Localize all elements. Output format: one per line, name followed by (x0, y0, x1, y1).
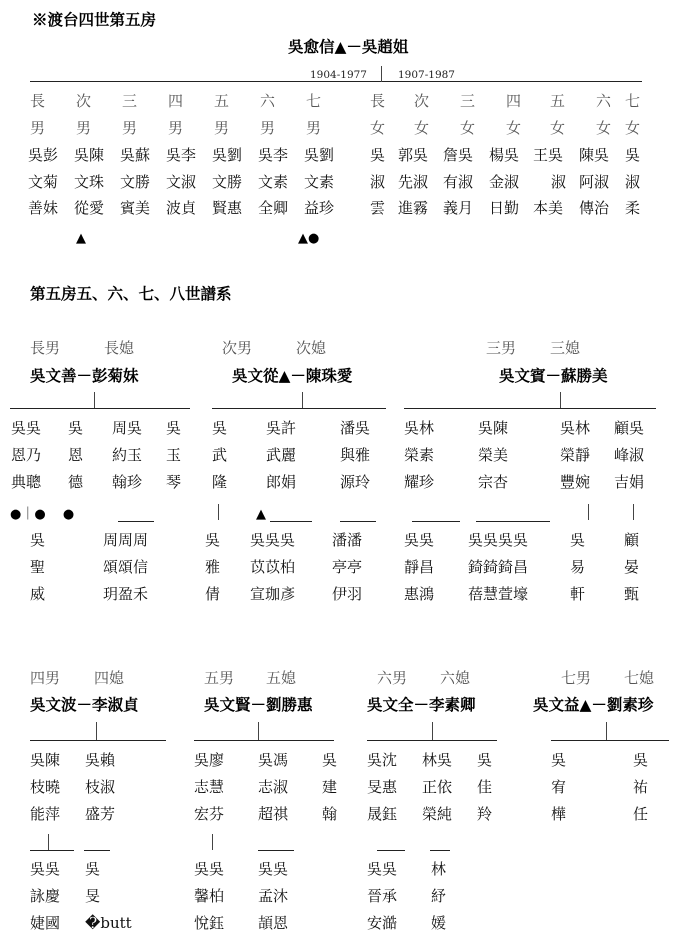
grandchild-given2: 倩 (205, 585, 221, 603)
grandchildren-rule (476, 521, 550, 522)
child-given1: 恩 (68, 446, 84, 464)
son-surnames: 吳蘇 (120, 146, 151, 164)
grandchild-given1: 晉承 (367, 887, 398, 905)
children-rule (212, 408, 386, 409)
daughter-rank: 次 (414, 92, 430, 110)
descent-line (218, 504, 219, 520)
grandchild-given1: 頌頌信 (103, 558, 149, 576)
descent-line (94, 392, 95, 408)
wife-label: 長媳 (104, 339, 135, 357)
child-surnames: 吳沈 (367, 751, 398, 769)
daughter-rank: 三 (460, 92, 476, 110)
child-given2: 豐婉 (560, 473, 591, 491)
grandchild-given1: 詠慶 (30, 887, 61, 905)
child-given2: 琴 (166, 473, 182, 491)
grandchild-given1: 旻 (85, 887, 101, 905)
couple-name: 吳文益▲－劉素珍 (533, 695, 654, 714)
grandchildren-rule (30, 850, 74, 851)
daughter-surnames: 郭吳 (398, 146, 429, 164)
son-given2: 善妹 (28, 199, 59, 217)
son-given2: 全卿 (258, 199, 289, 217)
daughter-given2: 進霧 (398, 199, 429, 217)
daughter-rank: 四 (506, 92, 522, 110)
daughter-given1: 淑 (370, 173, 386, 191)
child-given2: 晟鈺 (367, 805, 398, 823)
wife-label: 六媳 (440, 669, 471, 687)
descent-line (432, 722, 433, 740)
grandchild-surnames: 吳 (205, 531, 221, 549)
child-surnames: 吳許 (266, 419, 297, 437)
daughter-given1: 先淑 (398, 173, 429, 191)
daughter-given1: 淑 (551, 173, 567, 191)
couple-name: 吳文善－彭菊妹 (30, 366, 139, 385)
wife-label: 五媳 (266, 669, 297, 687)
child-surnames: 吳 (551, 751, 567, 769)
children-rule (367, 740, 497, 741)
husband-label: 三男 (486, 339, 517, 357)
section-title: 第五房五、六、七、八世譜系 (30, 284, 232, 303)
deceased-mark: ▲● (298, 231, 320, 246)
grandchild-surnames: 吳吳 (258, 860, 289, 878)
grandchild-given1: 孟沐 (258, 887, 289, 905)
husband-label: 四男 (30, 669, 61, 687)
son-surnames: 吳陳 (74, 146, 105, 164)
child-surnames: 吳林 (404, 419, 435, 437)
child-given1: 志淑 (258, 778, 289, 796)
grandchild-given2: 媛 (431, 914, 447, 932)
child-given2: 能萍 (30, 805, 61, 823)
child-given2: 源玲 (340, 473, 371, 491)
son-gender: 男 (260, 119, 276, 137)
grandchild-surnames: 吳吳吳 (250, 531, 296, 549)
daughter-surnames: 楊吳 (489, 146, 520, 164)
child-given2: 宏芬 (194, 805, 225, 823)
son-gender: 男 (122, 119, 138, 137)
child-surnames: 林吳 (422, 751, 453, 769)
child-given2: 任 (633, 805, 649, 823)
son-given2: 賓美 (120, 199, 151, 217)
child-given2: 典聰 (11, 473, 42, 491)
child-given1: 峰淑 (614, 446, 645, 464)
daughter-given2: 日勤 (489, 199, 520, 217)
child-given1: 約玉 (112, 446, 143, 464)
grandchild-given2: 惠鴻 (404, 585, 435, 603)
son-given1: 文素 (258, 173, 289, 191)
son-gender: 男 (306, 119, 322, 137)
grandchild-surnames: 吳吳 (30, 860, 61, 878)
grandchild-given1: 易 (570, 558, 586, 576)
child-surnames: 吳 (322, 751, 338, 769)
root-couple: 吳愈信▲－吳趙姐 (288, 37, 409, 56)
daughter-surnames: 吳 (370, 146, 386, 164)
child-surnames: 吳賴 (85, 751, 116, 769)
grandchild-given1: 苡苡柏 (250, 558, 296, 576)
daughter-surnames: 陳吳 (579, 146, 610, 164)
couple-name: 吳文賢－劉勝惠 (204, 695, 313, 714)
child-given1: 榮美 (478, 446, 509, 464)
daughter-given1: 淑 (625, 173, 641, 191)
grandchild-given1: 馨柏 (194, 887, 225, 905)
daughter-rank: 長 (370, 92, 386, 110)
child-given2: 隆 (212, 473, 228, 491)
son-rank: 六 (260, 92, 276, 110)
grandchild-given1: 聖 (30, 558, 46, 576)
child-given1: 祐 (633, 778, 649, 796)
son-given1: 文勝 (212, 173, 243, 191)
grandchildren-rule (258, 850, 294, 851)
husband-years: 1904-1977 (310, 69, 367, 81)
son-given1: 文菊 (28, 173, 59, 191)
grandchildren-rule (412, 521, 460, 522)
child-surnames: 吳林 (560, 419, 591, 437)
daughter-gender: 女 (506, 119, 522, 137)
status-marks: ●｜● ● (10, 507, 75, 522)
couple-name: 吳文波－李淑貞 (30, 695, 139, 714)
son-rank: 次 (76, 92, 92, 110)
child-given1: 武 (212, 446, 228, 464)
daughter-given1: 有淑 (443, 173, 474, 191)
grandchild-surnames: 吳 (30, 531, 46, 549)
child-given1: 枝淑 (85, 778, 116, 796)
wife-label: 四媳 (94, 669, 125, 687)
daughter-gender: 女 (596, 119, 612, 137)
daughter-surnames: 王吳 (533, 146, 564, 164)
daughter-given1: 阿淑 (579, 173, 610, 191)
child-surnames: 吳陳 (478, 419, 509, 437)
grandchild-given2: 威 (30, 585, 46, 603)
son-given1: 文勝 (120, 173, 151, 191)
daughter-gender: 女 (550, 119, 566, 137)
grandchild-given2: 軒 (570, 585, 586, 603)
daughter-rank: 五 (550, 92, 566, 110)
child-given1: 建 (322, 778, 338, 796)
wife-label: 次媳 (296, 339, 327, 357)
child-given1: 志慧 (194, 778, 225, 796)
grandchild-given2: 甄 (624, 585, 640, 603)
son-given1: 文珠 (74, 173, 105, 191)
husband-label: 次男 (222, 339, 253, 357)
house-title: ※渡台四世第五房 (32, 10, 157, 29)
child-given2: 盛芳 (85, 805, 116, 823)
child-surnames: 吳 (68, 419, 84, 437)
child-given1: 與雅 (340, 446, 371, 464)
grandchild-given1: 靜昌 (404, 558, 435, 576)
descent-line (560, 392, 561, 408)
son-surnames: 吳彭 (28, 146, 59, 164)
child-surnames: 吳廖 (194, 751, 225, 769)
grandchild-given1: 雅 (205, 558, 221, 576)
grandchild-given1: 紓 (431, 887, 447, 905)
child-given1: 宥 (551, 778, 567, 796)
daughter-given2: 本美 (533, 199, 564, 217)
descent-line (212, 834, 213, 850)
son-gender: 男 (214, 119, 230, 137)
grandchild-given2: 安澔 (367, 914, 398, 932)
descent-line (588, 504, 589, 520)
child-given2: 耀珍 (404, 473, 435, 491)
husband-label: 六男 (377, 669, 408, 687)
child-given1: 榮素 (404, 446, 435, 464)
grandchild-given2: �butt (85, 914, 132, 932)
descent-line (96, 722, 97, 740)
son-gender: 男 (168, 119, 184, 137)
deceased-mark: ▲ (76, 231, 86, 246)
husband-label: 五男 (204, 669, 235, 687)
grandchildren-rule (118, 521, 154, 522)
grandchild-surnames: 潘潘 (332, 531, 363, 549)
child-surnames: 潘吳 (340, 419, 371, 437)
grandchild-surnames: 吳吳 (367, 860, 398, 878)
child-given1: 正依 (422, 778, 453, 796)
child-given2: 吉娟 (614, 473, 645, 491)
child-given1: 枝曉 (30, 778, 61, 796)
child-surnames: 吳馮 (258, 751, 289, 769)
grandchild-surnames: 吳 (570, 531, 586, 549)
grandchild-given2: 婕國 (30, 914, 61, 932)
daughter-given2: 雲 (370, 199, 386, 217)
child-surnames: 顧吳 (614, 419, 645, 437)
child-given1: 武麗 (266, 446, 297, 464)
child-given2: 超祺 (258, 805, 289, 823)
daughter-given1: 金淑 (489, 173, 520, 191)
child-given2: 德 (68, 473, 84, 491)
son-surnames: 吳李 (258, 146, 289, 164)
grandchild-given1: 錡錡錡昌 (468, 558, 529, 576)
child-given2: 榮純 (422, 805, 453, 823)
grandchild-given1: 亭亭 (332, 558, 363, 576)
header-connector (381, 66, 382, 82)
child-given2: 翰 (322, 805, 338, 823)
son-given1: 文淑 (166, 173, 197, 191)
son-given2: 賢惠 (212, 199, 243, 217)
child-surnames: 吳 (212, 419, 228, 437)
grandchild-given2: 伊羽 (332, 585, 363, 603)
grandchild-given2: 玥盈禾 (103, 585, 149, 603)
child-surnames: 吳 (477, 751, 493, 769)
grandchildren-rule (430, 850, 450, 851)
son-given2: 波貞 (166, 199, 197, 217)
grandchild-surnames: 林 (431, 860, 447, 878)
grandchild-surnames: 顧 (624, 531, 640, 549)
grandchildren-rule (84, 850, 110, 851)
son-rank: 四 (168, 92, 184, 110)
child-surnames: 周吳 (112, 419, 143, 437)
child-surnames: 吳吳 (11, 419, 42, 437)
descent-line (48, 834, 49, 850)
couple-name: 吳文賓－蘇勝美 (499, 366, 608, 385)
descent-line (606, 722, 607, 740)
children-rule (404, 408, 656, 409)
children-rule (30, 740, 166, 741)
child-surnames: 吳 (633, 751, 649, 769)
son-given2: 從愛 (74, 199, 105, 217)
daughter-given2: 傳治 (579, 199, 610, 217)
daughter-surnames: 詹吳 (443, 146, 474, 164)
wife-years: 1907-1987 (398, 69, 455, 81)
daughter-surnames: 吳 (625, 146, 641, 164)
son-gender: 男 (76, 119, 92, 137)
child-given1: 恩乃 (11, 446, 42, 464)
couple-name: 吳文全－李素卿 (367, 695, 476, 714)
daughter-given2: 義月 (443, 199, 474, 217)
daughter-rank: 七 (625, 92, 641, 110)
child-given1: 玉 (166, 446, 182, 464)
header-rule (30, 81, 642, 82)
grandchild-surnames: 周周周 (103, 531, 149, 549)
child-given2: 樺 (551, 805, 567, 823)
daughter-gender: 女 (414, 119, 430, 137)
grandchildren-rule (340, 521, 376, 522)
children-rule (10, 408, 190, 409)
child-given2: 宗杏 (478, 473, 509, 491)
child-surnames: 吳陳 (30, 751, 61, 769)
grandchild-surnames: 吳吳 (404, 531, 435, 549)
child-given2: 郎娟 (266, 473, 297, 491)
daughter-gender: 女 (625, 119, 641, 137)
grandchild-surnames: 吳 (85, 860, 101, 878)
husband-label: 長男 (30, 339, 61, 357)
child-surnames: 吳 (166, 419, 182, 437)
son-given1: 文素 (304, 173, 335, 191)
grandchildren-rule (270, 521, 312, 522)
child-given1: 榮靜 (560, 446, 591, 464)
child-given2: 翰珍 (112, 473, 143, 491)
children-rule (194, 740, 334, 741)
grandchild-given2: 頡恩 (258, 914, 289, 932)
daughter-given2: 柔 (625, 199, 641, 217)
daughter-rank: 六 (596, 92, 612, 110)
descent-line (302, 392, 303, 408)
daughter-gender: 女 (460, 119, 476, 137)
son-rank: 七 (306, 92, 322, 110)
son-surnames: 吳劉 (212, 146, 243, 164)
wife-label: 七媳 (624, 669, 655, 687)
child-given1: 旻惠 (367, 778, 398, 796)
grandchild-given1: 晏 (624, 558, 640, 576)
son-surnames: 吳李 (166, 146, 197, 164)
wife-label: 三媳 (550, 339, 581, 357)
son-given2: 益珍 (304, 199, 335, 217)
descent-line (633, 504, 634, 520)
grandchildren-rule (377, 850, 405, 851)
son-gender: 男 (30, 119, 46, 137)
grandchild-given2: 宣珈彥 (250, 585, 296, 603)
grandchild-surnames: 吳吳 (194, 860, 225, 878)
son-surnames: 吳劉 (304, 146, 335, 164)
child-given1: 佳 (477, 778, 493, 796)
husband-label: 七男 (561, 669, 592, 687)
grandchild-given2: 蓓慧萱壕 (468, 585, 529, 603)
son-rank: 三 (122, 92, 138, 110)
descent-line (258, 722, 259, 740)
son-rank: 長 (30, 92, 46, 110)
status-marks: ▲ (256, 507, 266, 522)
son-rank: 五 (214, 92, 230, 110)
children-rule (551, 740, 669, 741)
couple-name: 吳文從▲－陳珠愛 (232, 366, 353, 385)
grandchild-given2: 悅鈺 (194, 914, 225, 932)
child-given2: 羚 (477, 805, 493, 823)
daughter-gender: 女 (370, 119, 386, 137)
grandchild-surnames: 吳吳吳吳 (468, 531, 529, 549)
